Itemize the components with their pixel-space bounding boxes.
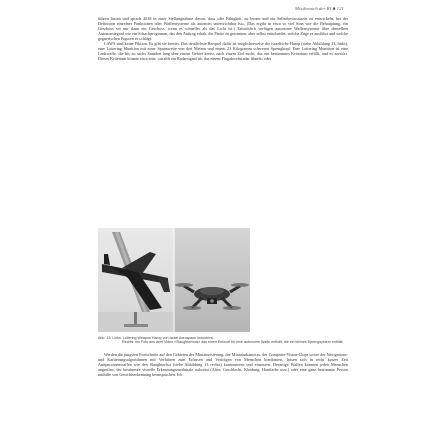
body-text-bottom bbox=[98, 352, 348, 377]
body-paragraph: Werden die jüngsten Fortschritte auf den Gebieten der Miniaturisierung, der Miniaturkameras, der Computer-Vision-Chips sowie der Navigations- und Kartierungsalgorithmen mit Verfahren zum Erfassen und Verfolgen von Menschen kombiniert, lassen sich in recht kurzer Zeit Antipersonenwaffen wie den Slaughterbot (siehe Abbildung 13 rechts) konstruieren und einsetzen. Derartige Waffen könnten jeden Menschen angreifen, der bestimmte visuelle Erkennungsmerkmale aufweist (Alter, Geschlecht, Kleidung, Hautfarbe usw.) oder eine ganz bestimmte Person mithilfe von Gesichtserkennung beanspruchen. Ich bbox=[98, 352, 348, 378]
caption-line: Rechts: ein Foto aus dem Video »Slaughterbots« das einen Entwurf für eine autonome Waffe enthält, die ein kleines Sprengsystem enthält. bbox=[122, 340, 344, 345]
body-paragraph: LAWS sind keine Fiktion. Es gibt sie bereits. Das deutlichste Beispiel dafür ist möglicherweise die israelische Harop (siehe Abbildung 13, links), eine Loitering Munition mit einer Spannweite von drei Metern und einem 23 Kilogramm schweren Sprengkopf. Eine Loitering Munition ist eine Lenkwaffe, die bis zu sechs Stunden lang über einem Gebiet kreist, nach einem Ziel sucht, das ein bestimmtes Kriterium erfüllt, und es zerstört. Dieses Kriterium könnte etwa sein: »strahlt ein Radarsignal ab, das einem Flugabwehrradar ähnelt« oder bbox=[98, 41, 348, 62]
harop-loitering-munition-photo-icon bbox=[98, 228, 174, 332]
caption-line: Abb. 13: Links: Loitering Weapon Harop von Israel Aerospace Industries. bbox=[98, 336, 214, 340]
body-paragraph: führen lassen und sprach 2018 in einer Stellungnahme davon, dass »die Fähigkeit, zu lernen und ein Selbstbewusstsein zu entwickeln, bei der Definition einzelner Funktionen oder Waffensysteme als autonom unverzichtbar ist«. (Das ergibt in etwa so viel Sinn wie die Behauptung, ein Geschoss sei nur dann ein Geschoss, wenn es schneller als das Licht ist.) Tatsächlich verfügen autonome Waffensysteme über denselben Autonomiegrad wie ein Schachprogramm, das den Auftrag erhält, die Partie zu gewinnen, aber selbst entscheidet, welche Züge es ausführt und welche gegnerischen Figuren es schlägt. bbox=[98, 16, 348, 42]
figure-13 bbox=[98, 228, 250, 332]
figure-13-image bbox=[98, 228, 250, 332]
body-text-top bbox=[98, 16, 348, 61]
slaughterbot-drone-photo-icon bbox=[174, 228, 250, 332]
figure-caption bbox=[98, 336, 348, 345]
running-head: Missbrauch der KI ■ 121 bbox=[295, 6, 344, 11]
